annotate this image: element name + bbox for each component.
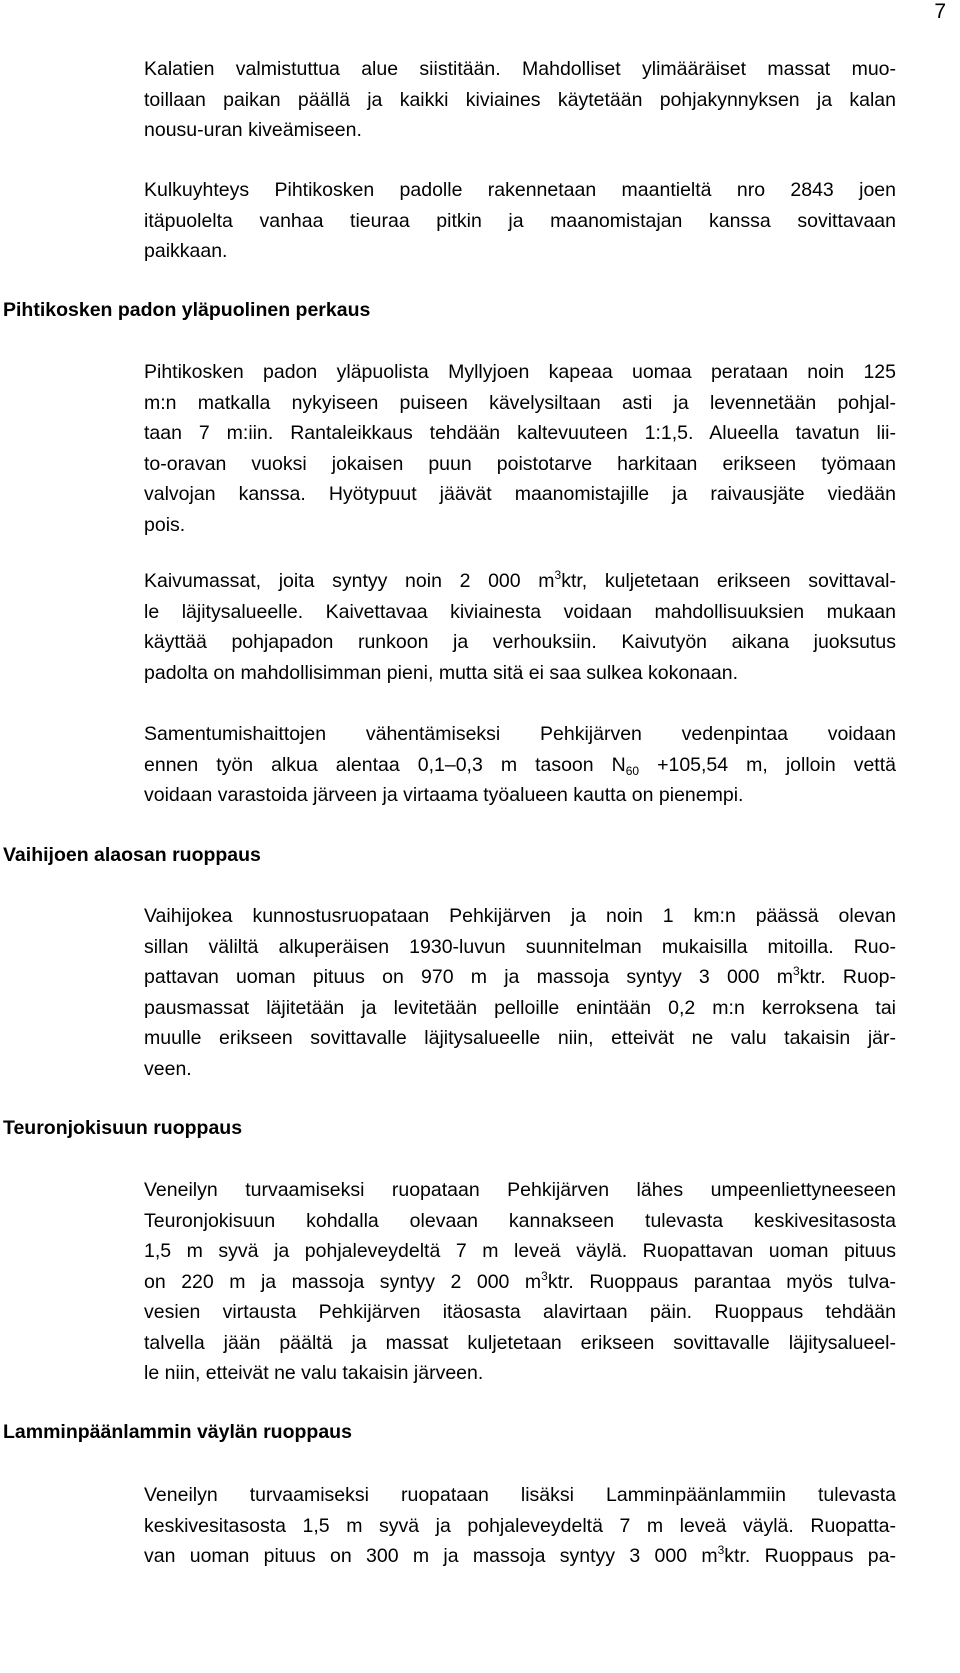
section-heading-vaihijoki: Vaihijoen alaosan ruoppaus (3, 844, 261, 866)
text-line: to-oravan vuoksi jokaisen puun poistotarve harkitaan erikseen työmaan (144, 452, 896, 475)
text-line: Kaivumassat, joita syntyy noin 2 000 $m^3ktr$, kuljetetaan erikseen sovittaval- (144, 568, 896, 592)
text-line: veen. (144, 1057, 192, 1080)
text-line: paikkaan. (144, 240, 228, 262)
text-line: toillaan paikan päällä ja kaikki kiviaines käytetään pohjakynnyksen ja kalan (144, 88, 896, 111)
text-line: le niin, etteivät ne valu takaisin järveen. (144, 1362, 484, 1384)
text-line: m:n matkalla nykyiseen puiseen kävelysiltaan asti ja levennetään pohjal- (144, 391, 896, 414)
section-heading-teuronjokisuu: Teuronjokisuun ruoppaus (3, 1117, 243, 1139)
text-line: Vaihijokea kunnostusruopataan Pehkijärven ja noin 1 km:n päässä olevan (144, 905, 896, 927)
paragraph-lamminpaanlampi (144, 1480, 896, 1572)
text-line: valvojan kanssa. Hyötypuut jäävät maanomistajille ja raivausjäte viedään (144, 483, 896, 505)
text-line: Pihtikosken padon yläpuolista Myllyjoen kapeaa uomaa perataan noin 125 (144, 361, 896, 383)
text-line: talvella jään päältä ja massat kuljetetaan erikseen sovittavalle läjitysalueel- (144, 1331, 896, 1354)
text-line: van uoman pituus on 300 m ja massoja syntyy 3 000 $m^3ktr$. Ruoppaus pa- (144, 1543, 896, 1567)
paragraph-teuronjokisuu (144, 1175, 896, 1389)
text-line: Teuronjokisuun kohdalla olevaan kannakseen tulevasta keskivesitasosta (144, 1209, 896, 1232)
text-line: pausmassat läjitetään ja levitetään pelloille enintään 0,2 m:n kerroksena tai (144, 996, 896, 1019)
page-number: 7 (934, 0, 946, 23)
text-line: Veneilyn turvaamiseksi ruopataan lisäksi Lamminpäänlammiin tulevasta (144, 1484, 896, 1506)
text-line: voidaan varastoida järveen ja virtaama työalueen kautta on pienempi. (144, 784, 744, 806)
text-line: sillan väliltä alkuperäisen 1930-luvun suunnitelman mukaisilla mitoilla. Ruo- (144, 935, 896, 958)
text-line: itäpuolelta vanhaa tieuraa pitkin ja maanomistajan kanssa sovittavaan (144, 209, 896, 232)
text-line: vesien virtausta Pehkijärven itäosasta alavirtaan päin. Ruoppaus tehdään (144, 1301, 896, 1323)
text-line: Samentumishaittojen vähentämiseksi Pehkijärven vedenpintaa voidaan (144, 723, 896, 745)
text-line: Kulkuyhteys Pihtikosken padolle rakennetaan maantieltä nro 2843 joen (144, 179, 896, 201)
text-line: muulle erikseen sovittavalle läjitysalueelle niin, etteivät ne valu takaisin jär- (144, 1027, 896, 1049)
text-line: padolta on mahdollisimman pieni, mutta sitä ei saa sulkea kokonaan. (144, 661, 739, 684)
text-line: 1,5 m syvä ja pohjaleveydeltä 7 m leveä väylä. Ruopattavan uoman pituus (144, 1240, 896, 1262)
paragraph-excavated-masses (144, 566, 896, 688)
paragraph-turbidity (144, 719, 896, 811)
text-line: ennen työn alkua alentaa 0,1–0,3 m tasoon $N_{60} +105,54$ m, jolloin vettä (144, 753, 896, 778)
paragraph-access-road (144, 175, 896, 267)
text-line: pattavan uoman pituus on 970 m ja massoja syntyy 3 000 $m^3ktr$. Ruop- (144, 964, 896, 988)
paragraph-vaihijoki (144, 901, 896, 1084)
text-line: on 220 m ja massoja syntyy 2 000 $m^3ktr$. Ruoppaus parantaa myös tulva- (144, 1268, 896, 1293)
text-line: Kalatien valmistuttua alue siistitään. Mahdolliset ylimääräiset massat muo- (144, 58, 896, 80)
paragraph-upper-dredging (144, 357, 896, 540)
text-line: keskivesitasosta 1,5 m syvä ja pohjaleveydeltä 7 m leveä väylä. Ruopatta- (144, 1514, 896, 1537)
section-heading-lamminpaanlampi: Lamminpäänlammin väylän ruoppaus (3, 1421, 352, 1443)
paragraph-fishway-cleanup (144, 54, 896, 146)
text-line: nousu-uran kiveämiseen. (144, 119, 362, 141)
text-line: käyttää pohjapadon runkoon ja verhouksiin. Kaivutyön aikana juoksutus (144, 631, 896, 653)
text-line: le läjitysalueelle. Kaivettavaa kiviainesta voidaan mahdollisuuksien mukaan (144, 600, 896, 623)
section-heading-upper-dredging: Pihtikosken padon yläpuolinen perkaus (3, 299, 371, 321)
text-line: pois. (144, 513, 186, 536)
text-line: taan 7 m:iin. Rantaleikkaus tehdään kaltevuuteen 1:1,5. Alueella tavatun lii- (144, 422, 896, 444)
text-line: Veneilyn turvaamiseksi ruopataan Pehkijärven lähes umpeenliettyneeseen (144, 1179, 896, 1201)
